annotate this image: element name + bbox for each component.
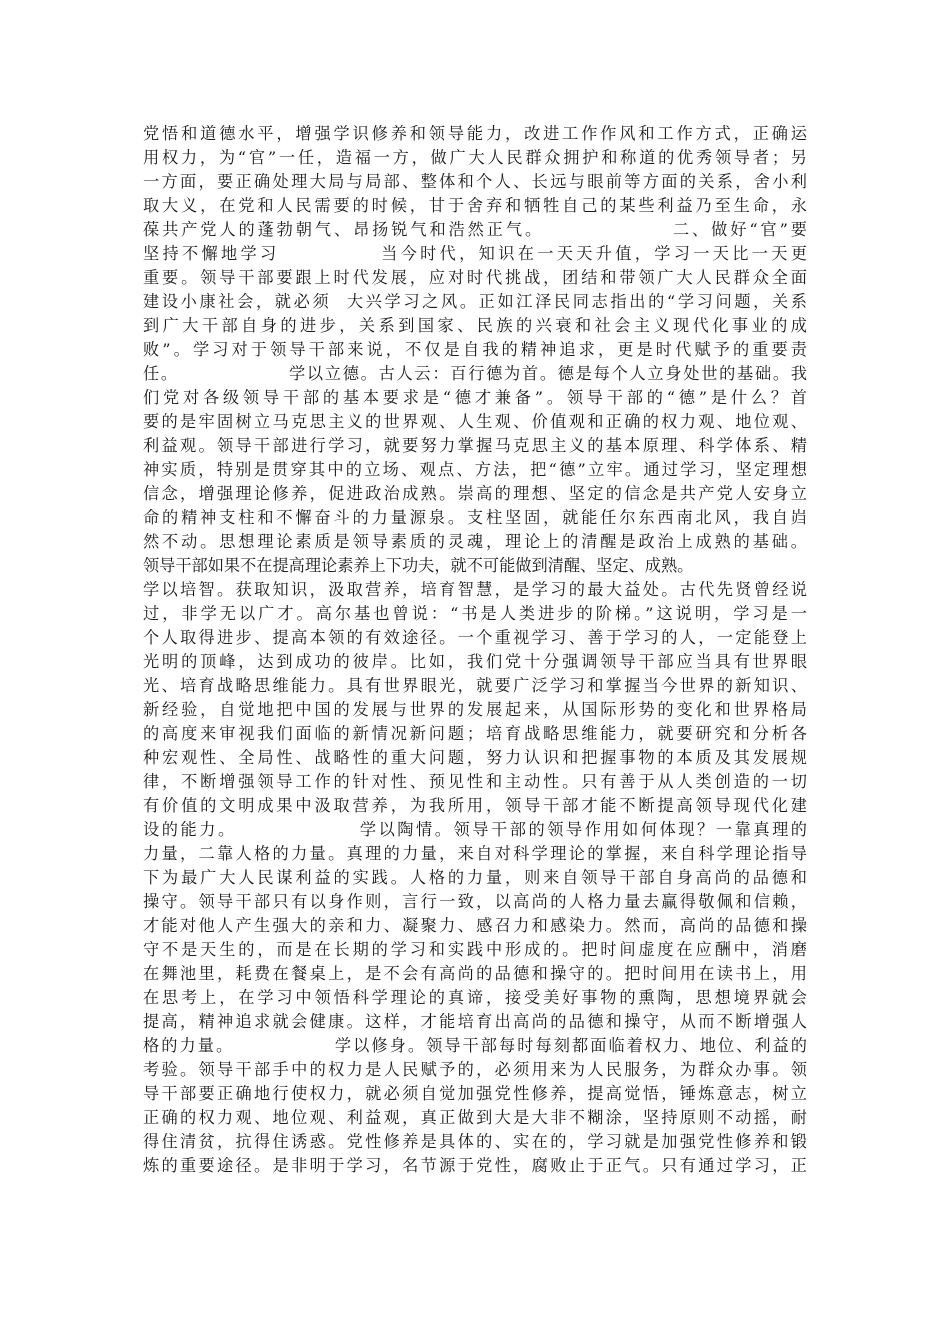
text-line: 的高度来审视我们面临的新情况新问题；培育战略思维能力，就要研究和分析各 [143,724,807,743]
text-line: 光、培育战略思维能力。具有世界眼光，就要广泛学习和掌握当今世界的新知识、 [143,676,807,695]
text-line: 用权力，为“官”一任，造福一方，做广大人民群众拥护和称道的优秀领导者；另 [143,148,807,167]
text-line: 败”。学习对于领导干部来说，不仅是自我的精神追求，更是时代赋予的重要责 [143,340,807,359]
text-line: 操守。领导干部只有以身作则，言行一致，以高尚的人格力量去赢得敬佩和信赖， [143,892,807,911]
text-line: 过，非学无以广才。高尔基也曾说：“书是人类进步的阶梯。”这说明，学习是一 [143,604,807,623]
text-line: 坚持不懈地学习 当今时代，知识在一天天升值，学习一天比一天更 [143,244,807,263]
text-line: 在思考上，在学习中领悟科学理论的真谛，接受美好事物的熏陶，思想境界就会 [143,988,807,1007]
text-line: 才能对他人产生强大的亲和力、凝聚力、感召力和感染力。然而，高尚的品德和操 [143,916,807,935]
text-line: 葆共产党人的蓬勃朝气、昂扬锐气和浩然正气。 二、做好“官”要 [143,220,807,239]
text-line: 炼的重要途径。是非明于学习，名节源于党性，腐败止于正气。只有通过学习，正 [143,1156,807,1175]
text-line: 任。 学以立德。古人云：百行德为首。德是每个人立身处世的基础。我 [143,364,807,383]
text-line: 新经验，自觉地把中国的发展与世界的发展起来，从国际形势的变化和世界格局 [143,700,807,719]
text-line: 党悟和道德水平，增强学识修养和领导能力，改进工作作风和工作方式，正确运 [143,124,807,143]
text-line: 有价值的文明成果中汲取营养，为我所用，领导干部才能不断提高领导现代化建 [143,796,807,815]
text-line: 格的力量。 学以修身。领导干部每时每刻都面临着权力、地位、利益的 [143,1036,807,1055]
text-line: 种宏观性、全局性、战略性的重大问题，努力认识和把握事物的本质及其发展规 [143,748,807,767]
text-line: 利益观。领导干部进行学习，就要努力掌握马克思主义的基本原理、科学体系、精 [143,436,807,455]
text-line: 导干部要正确地行使权力，就必须自觉加强党性修养，提高觉悟，锤炼意志，树立 [143,1084,807,1103]
text-line: 力量，二靠人格的力量。真理的力量，来自对科学理论的掌握，来自科学理论指导 [143,844,807,863]
text-line: 在舞池里，耗费在餐桌上，是不会有高尚的品德和操守的。把时间用在读书上，用 [143,964,807,983]
text-line: 守不是天生的，而是在长期的学习和实践中形成的。把时间虚度在应酬中，消磨 [143,940,807,959]
text-line: 个人取得进步、提高本领的有效途径。一个重视学习、善于学习的人，一定能登上 [143,628,807,647]
text-line: 神实质，特别是贯穿其中的立场、观点、方法，把“德”立牢。通过学习，坚定理想 [143,460,807,479]
text-line: 学以培智。获取知识，汲取营养，培育智慧，是学习的最大益处。古代先贤曾经说 [143,580,807,599]
text-line: 要的是牢固树立马克思主义的世界观、人生观、价值观和正确的权力观、地位观、 [143,412,807,431]
document-body [143,122,807,1178]
text-line: 提高，精神追求就会健康。这样，才能培育出高尚的品德和操守，从而不断增强人 [143,1012,807,1031]
text-line: 命的精神支柱和不懈奋斗的力量源泉。支柱坚固，就能任尔东西南北风，我自岿 [143,508,807,527]
text-line: 到广大干部自身的进步，关系到国家、民族的兴衰和社会主义现代化事业的成 [143,316,807,335]
text-line: 建设小康社会，就必须 大兴学习之风。正如江泽民同志指出的“学习问题，关系 [143,292,807,311]
text-line: 重要。领导干部要跟上时代发展，应对时代挑战，团结和带领广大人民群众全面 [143,268,807,287]
text-line: 信念，增强理论修养，促进政治成熟。崇高的理想、坚定的信念是共产党人安身立 [143,484,807,503]
text-line: 设的能力。 学以陶情。领导干部的领导作用如何体现？一靠真理的 [143,820,807,839]
text-line: 考验。领导干部手中的权力是人民赋予的，必须用来为人民服务，为群众办事。领 [143,1060,807,1079]
text-line: 律，不断增强领导工作的针对性、预见性和主动性。只有善于从人类创造的一切 [143,772,807,791]
text-line: 取大义，在党和人民需要的时候，甘于舍弃和牺牲自己的某些利益乃至生命，永 [143,196,807,215]
text-line: 得住清贫，抗得住诱惑。党性修养是具体的、实在的，学习就是加强党性修养和锻 [143,1132,807,1151]
text-line: 下为最广大人民谋利益的实践。人格的力量，则来自领导干部自身高尚的品德和 [143,868,807,887]
text-line: 们党对各级领导干部的基本要求是“德才兼备”。领导干部的“德”是什么？首 [143,388,807,407]
text-line: 正确的权力观、地位观、利益观，真正做到大是大非不糊涂，坚持原则不动摇，耐 [143,1108,807,1127]
text-line: 光明的顶峰，达到成功的彼岸。比如，我们党十分强调领导干部应当具有世界眼 [143,652,807,671]
text-line: 领导干部如果不在提高理论素养上下功夫，就不可能做到清醒、坚定、成熟。 [143,556,694,575]
text-line: 一方面，要正确处理大局与局部、整体和个人、长远与眼前等方面的关系，舍小利 [143,172,807,191]
text-line: 然不动。思想理论素质是领导素质的灵魂，理论上的清醒是政治上成熟的基础。 [143,532,807,551]
